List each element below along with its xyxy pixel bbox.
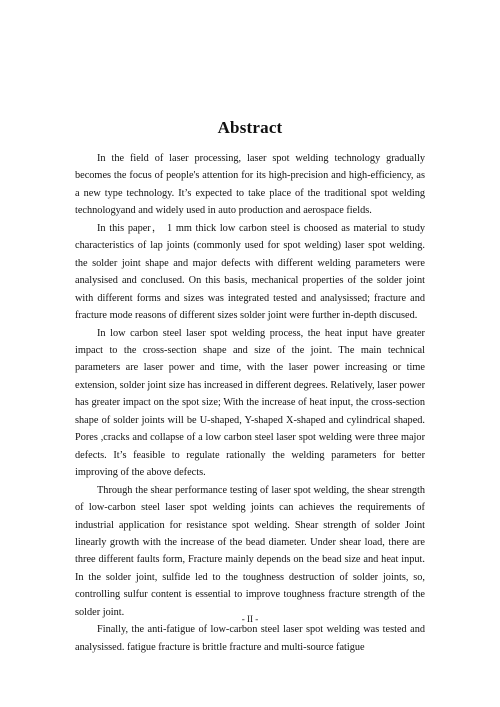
abstract-paragraph-2: In this paper， 1 mm thick low carbon steel is choosed as material to study characteristics of lap joints (commonly used for spot welding) laser spot welding. the solder joint shape and major defects with different welding parameters were analysised and conclused. On this basis, mechanical properties of the solder joint with different forms and sizes was integrated tested and analysissed; fracture and fracture mode reasons of different sizes solder joint were further in-depth discused. — [75, 222, 425, 322]
abstract-paragraph-3: In low carbon steel laser spot welding process, the heat input have greater impact to the cross-section shape and size of the joint. The main technical parameters are laser power and time, with the laser power increasing or time extension, solder joint size has increased in different degrees. Relatively, laser power has greater impact on the spot size; With the increase of heat input, the cross-section shape of solder joints will be U-shaped, Y-shaped X-shaped and cylindrical shaped. Pores ,cracks and collapse of a low carbon steel laser spot welding were three major defects. It’s feasible to regulate rationally the welding parameters for better improving of the above defects. — [75, 327, 425, 479]
abstract-body — [75, 150, 425, 656]
abstract-paragraph-1: In the field of laser processing, laser spot welding technology gradually becomes the focus of people's attention for its high-precision and high-efficiency, as a new type technology. It’s expected to take place of the traditional spot welding technologyand and widely used in auto production and aerospace fields. — [75, 153, 425, 217]
abstract-paragraph-4: Through the shear performance testing of laser spot welding, the shear strength of low-carbon steel laser spot welding joints can achieves the requirements of industrial application for resistance spot welding. Shear strength of solder Joint linearly growth with the increase of the bead diameter. Under shear load, there are three different faults form, Fracture mainly depends on the bead size and heat input. In the solder joint, sulfide led to the toughness destruction of solder joints, so, controlling sulfur content is essential to improve toughness fracture strength of the solder joint. — [75, 484, 425, 618]
page-number: - II - — [241, 614, 259, 624]
page-title: Abstract — [217, 118, 283, 137]
abstract-paragraph-5: Finally, the anti-fatigue of low-carbon steel laser spot welding was tested and analysissed. fatigue fracture is brittle fracture and multi-source fatigue — [75, 624, 425, 653]
